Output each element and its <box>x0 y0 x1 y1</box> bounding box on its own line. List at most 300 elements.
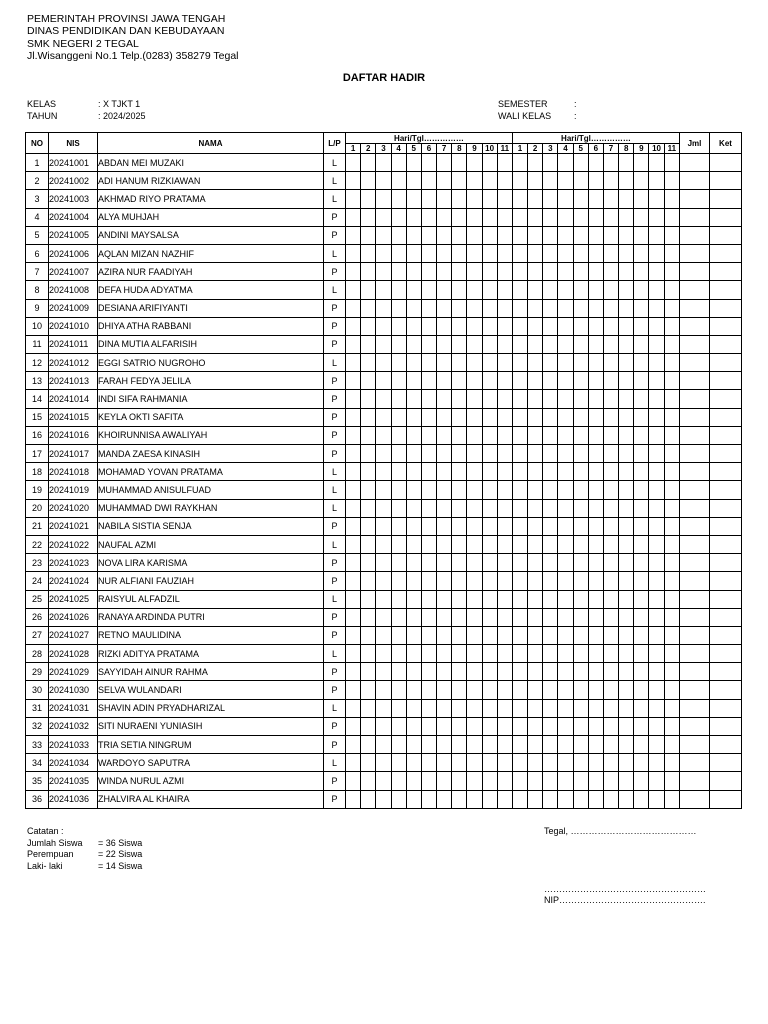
attendance-cell <box>634 790 649 808</box>
attendance-cell <box>346 790 361 808</box>
attendance-cell <box>497 154 512 172</box>
attendance-cell <box>437 154 452 172</box>
letterhead-line-1: PEMERINTAH PROVINSI JAWA TENGAH <box>27 13 226 25</box>
attendance-cell <box>528 790 543 808</box>
student-gender: P <box>324 736 346 754</box>
attendance-cell <box>619 335 634 353</box>
attendance-cell <box>437 481 452 499</box>
student-nis: 20241013 <box>49 372 98 390</box>
student-gender: L <box>324 645 346 663</box>
attendance-cell <box>664 626 679 644</box>
attendance-cell <box>649 281 664 299</box>
attendance-cell <box>361 754 376 772</box>
row-number: 20 <box>26 499 49 517</box>
attendance-cell <box>346 681 361 699</box>
attendance-cell <box>543 335 558 353</box>
attendance-cell <box>437 408 452 426</box>
attendance-cell <box>512 535 527 553</box>
attendance-cell <box>558 535 573 553</box>
attendance-cell <box>649 208 664 226</box>
attendance-cell <box>664 645 679 663</box>
attendance-cell <box>543 263 558 281</box>
jml-cell <box>680 663 710 681</box>
attendance-cell <box>588 244 603 262</box>
attendance-cell <box>406 244 421 262</box>
attendance-cell <box>421 335 436 353</box>
attendance-cell <box>619 608 634 626</box>
day-number-cell: 2 <box>528 144 543 154</box>
attendance-cell <box>482 572 497 590</box>
attendance-cell <box>497 426 512 444</box>
student-nis: 20241001 <box>49 154 98 172</box>
ket-cell <box>710 335 742 353</box>
attendance-cell <box>664 681 679 699</box>
attendance-cell <box>361 208 376 226</box>
attendance-cell <box>543 190 558 208</box>
ket-cell <box>710 299 742 317</box>
row-number: 25 <box>26 590 49 608</box>
attendance-cell <box>467 299 482 317</box>
jumlah-siswa-value: = 36 Siswa <box>98 837 143 848</box>
attendance-cell <box>573 335 588 353</box>
attendance-cell <box>391 535 406 553</box>
attendance-cell <box>437 645 452 663</box>
attendance-cell <box>528 154 543 172</box>
attendance-cell <box>467 754 482 772</box>
attendance-cell <box>649 190 664 208</box>
jml-cell <box>680 335 710 353</box>
attendance-cell <box>376 681 391 699</box>
student-gender: P <box>324 208 346 226</box>
attendance-cell <box>391 754 406 772</box>
attendance-cell <box>543 772 558 790</box>
attendance-cell <box>603 772 618 790</box>
attendance-cell <box>649 754 664 772</box>
attendance-cell <box>543 208 558 226</box>
table-row <box>26 190 742 208</box>
attendance-cell <box>376 445 391 463</box>
attendance-cell <box>558 590 573 608</box>
attendance-cell <box>603 426 618 444</box>
attendance-cell <box>482 281 497 299</box>
student-nis: 20241011 <box>49 335 98 353</box>
attendance-cell <box>406 608 421 626</box>
day-number-cell: 10 <box>649 144 664 154</box>
attendance-cell <box>588 481 603 499</box>
student-nis: 20241020 <box>49 499 98 517</box>
row-number: 11 <box>26 335 49 353</box>
attendance-cell <box>406 354 421 372</box>
table-row <box>26 299 742 317</box>
attendance-cell <box>664 754 679 772</box>
attendance-cell <box>634 154 649 172</box>
attendance-cell <box>619 190 634 208</box>
attendance-cell <box>634 354 649 372</box>
attendance-cell <box>497 481 512 499</box>
attendance-cell <box>543 717 558 735</box>
jml-cell <box>680 645 710 663</box>
attendance-cell <box>346 626 361 644</box>
ket-cell <box>710 317 742 335</box>
attendance-cell <box>588 499 603 517</box>
attendance-cell <box>664 208 679 226</box>
student-name: DESIANA ARIFIYANTI <box>98 299 324 317</box>
attendance-cell <box>406 335 421 353</box>
attendance-cell <box>467 281 482 299</box>
attendance-cell <box>603 572 618 590</box>
attendance-cell <box>512 554 527 572</box>
attendance-cell <box>603 172 618 190</box>
jml-cell <box>680 463 710 481</box>
student-gender: P <box>324 517 346 535</box>
attendance-cell <box>528 499 543 517</box>
wali-kelas-value: : <box>574 111 577 121</box>
attendance-cell <box>452 499 467 517</box>
attendance-cell <box>406 317 421 335</box>
attendance-cell <box>421 554 436 572</box>
attendance-cell <box>376 699 391 717</box>
attendance-cell <box>528 590 543 608</box>
attendance-cell <box>543 426 558 444</box>
wali-kelas-label: WALI KELAS <box>498 111 552 121</box>
attendance-cell <box>588 463 603 481</box>
student-gender: L <box>324 154 346 172</box>
attendance-cell <box>452 354 467 372</box>
student-nis: 20241014 <box>49 390 98 408</box>
row-number: 7 <box>26 263 49 281</box>
attendance-cell <box>437 626 452 644</box>
attendance-cell <box>543 754 558 772</box>
attendance-cell <box>497 281 512 299</box>
jml-cell <box>680 535 710 553</box>
kelas-value: : X TJKT 1 <box>98 99 141 109</box>
attendance-cell <box>619 572 634 590</box>
attendance-cell <box>558 263 573 281</box>
attendance-cell <box>376 281 391 299</box>
table-row <box>26 590 742 608</box>
attendance-cell <box>543 463 558 481</box>
info-right <box>498 98 577 122</box>
attendance-cell <box>406 535 421 553</box>
ket-cell <box>710 772 742 790</box>
attendance-cell <box>573 281 588 299</box>
attendance-cell <box>603 154 618 172</box>
attendance-cell <box>376 408 391 426</box>
attendance-cell <box>406 517 421 535</box>
attendance-cell <box>543 517 558 535</box>
attendance-cell <box>482 354 497 372</box>
attendance-cell <box>391 408 406 426</box>
attendance-cell <box>437 317 452 335</box>
attendance-cell <box>391 626 406 644</box>
attendance-cell <box>361 554 376 572</box>
student-nis: 20241021 <box>49 517 98 535</box>
ket-cell <box>710 645 742 663</box>
attendance-cell <box>512 208 527 226</box>
attendance-cell <box>452 590 467 608</box>
attendance-cell <box>467 517 482 535</box>
student-name: MOHAMAD YOVAN PRATAMA <box>98 463 324 481</box>
attendance-cell <box>361 172 376 190</box>
attendance-cell <box>588 572 603 590</box>
attendance-cell <box>482 317 497 335</box>
attendance-cell <box>452 790 467 808</box>
attendance-cell <box>664 372 679 390</box>
row-number: 22 <box>26 535 49 553</box>
attendance-cell <box>512 426 527 444</box>
attendance-cell <box>664 281 679 299</box>
attendance-cell <box>361 226 376 244</box>
day-number-cell: 5 <box>573 144 588 154</box>
attendance-cell <box>406 790 421 808</box>
student-gender: P <box>324 226 346 244</box>
attendance-cell <box>512 390 527 408</box>
attendance-cell <box>619 208 634 226</box>
attendance-cell <box>543 590 558 608</box>
attendance-cell <box>543 226 558 244</box>
attendance-cell <box>391 354 406 372</box>
ket-cell <box>710 626 742 644</box>
attendance-cell <box>664 154 679 172</box>
row-number: 2 <box>26 172 49 190</box>
attendance-cell <box>588 354 603 372</box>
attendance-cell <box>437 172 452 190</box>
attendance-cell <box>664 772 679 790</box>
attendance-cell <box>406 299 421 317</box>
student-name: ALYA MUHJAH <box>98 208 324 226</box>
attendance-cell <box>482 335 497 353</box>
table-row <box>26 572 742 590</box>
attendance-cell <box>497 754 512 772</box>
attendance-cell <box>543 535 558 553</box>
attendance-cell <box>376 626 391 644</box>
attendance-cell <box>361 390 376 408</box>
attendance-cell <box>543 681 558 699</box>
attendance-cell <box>573 317 588 335</box>
attendance-cell <box>573 463 588 481</box>
attendance-cell <box>437 499 452 517</box>
attendance-cell <box>467 717 482 735</box>
student-nis: 20241025 <box>49 590 98 608</box>
attendance-cell <box>573 390 588 408</box>
attendance-cell <box>649 354 664 372</box>
attendance-cell <box>391 208 406 226</box>
attendance-cell <box>528 608 543 626</box>
attendance-cell <box>421 535 436 553</box>
attendance-cell <box>649 244 664 262</box>
row-number: 33 <box>26 736 49 754</box>
attendance-cell <box>558 335 573 353</box>
attendance-cell <box>664 426 679 444</box>
attendance-cell <box>376 190 391 208</box>
attendance-cell <box>437 208 452 226</box>
row-number: 6 <box>26 244 49 262</box>
signature-nip: NIP…………………………………………. <box>544 895 706 905</box>
attendance-cell <box>452 645 467 663</box>
attendance-cell <box>543 481 558 499</box>
attendance-cell <box>376 244 391 262</box>
attendance-cell <box>406 736 421 754</box>
jml-cell <box>680 481 710 499</box>
attendance-cell <box>437 190 452 208</box>
attendance-cell <box>603 354 618 372</box>
attendance-cell <box>361 499 376 517</box>
attendance-cell <box>664 608 679 626</box>
attendance-cell <box>437 790 452 808</box>
attendance-cell <box>361 736 376 754</box>
attendance-cell <box>588 554 603 572</box>
attendance-cell <box>406 263 421 281</box>
attendance-cell <box>528 226 543 244</box>
attendance-cell <box>528 281 543 299</box>
day-number-cell: 3 <box>543 144 558 154</box>
attendance-cell <box>664 354 679 372</box>
attendance-cell <box>361 408 376 426</box>
attendance-cell <box>406 754 421 772</box>
attendance-cell <box>588 772 603 790</box>
attendance-cell <box>664 590 679 608</box>
attendance-cell <box>649 172 664 190</box>
attendance-cell <box>421 608 436 626</box>
attendance-cell <box>452 299 467 317</box>
attendance-cell <box>452 572 467 590</box>
jml-cell <box>680 372 710 390</box>
attendance-cell <box>603 190 618 208</box>
attendance-cell <box>467 408 482 426</box>
attendance-cell <box>421 517 436 535</box>
day-number-cell: 4 <box>391 144 406 154</box>
student-nis: 20241017 <box>49 445 98 463</box>
perempuan-label: Perempuan <box>27 849 74 859</box>
attendance-cell <box>634 408 649 426</box>
attendance-cell <box>497 317 512 335</box>
table-row <box>26 281 742 299</box>
jml-cell <box>680 244 710 262</box>
row-number: 14 <box>26 390 49 408</box>
attendance-cell <box>558 717 573 735</box>
attendance-cell <box>512 335 527 353</box>
attendance-cell <box>543 354 558 372</box>
student-name: MUHAMMAD DWI RAYKHAN <box>98 499 324 517</box>
attendance-cell <box>482 554 497 572</box>
student-nis: 20241005 <box>49 226 98 244</box>
attendance-cell <box>467 608 482 626</box>
attendance-cell <box>603 281 618 299</box>
student-nis: 20241022 <box>49 535 98 553</box>
day-number-cell: 11 <box>664 144 679 154</box>
attendance-cell <box>634 608 649 626</box>
attendance-cell <box>482 499 497 517</box>
student-gender: P <box>324 717 346 735</box>
attendance-cell <box>437 717 452 735</box>
jml-cell <box>680 608 710 626</box>
attendance-cell <box>482 299 497 317</box>
attendance-cell <box>376 554 391 572</box>
attendance-cell <box>376 208 391 226</box>
ket-cell <box>710 699 742 717</box>
ket-cell <box>710 208 742 226</box>
attendance-cell <box>528 317 543 335</box>
attendance-cell <box>482 481 497 499</box>
student-name: RAISYUL ALFADZIL <box>98 590 324 608</box>
attendance-cell <box>512 645 527 663</box>
attendance-cell <box>346 517 361 535</box>
attendance-cell <box>603 481 618 499</box>
attendance-cell <box>376 226 391 244</box>
row-number: 8 <box>26 281 49 299</box>
attendance-cell <box>619 681 634 699</box>
attendance-cell <box>361 244 376 262</box>
student-name: KEYLA OKTI SAFITA <box>98 408 324 426</box>
attendance-cell <box>452 717 467 735</box>
student-name: WINDA NURUL AZMI <box>98 772 324 790</box>
attendance-cell <box>376 372 391 390</box>
attendance-cell <box>406 408 421 426</box>
attendance-cell <box>361 263 376 281</box>
attendance-cell <box>437 608 452 626</box>
attendance-cell <box>391 572 406 590</box>
attendance-cell <box>467 354 482 372</box>
day-number-cell: 11 <box>497 144 512 154</box>
attendance-cell <box>573 572 588 590</box>
student-gender: L <box>324 481 346 499</box>
attendance-cell <box>649 154 664 172</box>
attendance-cell <box>482 208 497 226</box>
attendance-cell <box>376 772 391 790</box>
attendance-cell <box>558 517 573 535</box>
student-name: ABDAN MEI MUZAKI <box>98 154 324 172</box>
attendance-cell <box>421 426 436 444</box>
attendance-cell <box>664 244 679 262</box>
table-row <box>26 154 742 172</box>
ket-cell <box>710 244 742 262</box>
ket-cell <box>710 390 742 408</box>
attendance-cell <box>497 681 512 699</box>
attendance-cell <box>452 699 467 717</box>
attendance-cell <box>573 554 588 572</box>
attendance-cell <box>497 790 512 808</box>
student-nis: 20241027 <box>49 626 98 644</box>
attendance-cell <box>391 608 406 626</box>
hari-tgl-header-2: Hari/Tgl…………… <box>512 133 679 144</box>
attendance-cell <box>512 572 527 590</box>
attendance-cell <box>558 190 573 208</box>
table-row <box>26 244 742 262</box>
attendance-cell <box>346 608 361 626</box>
tahun-value: : 2024/2025 <box>98 111 146 121</box>
attendance-cell <box>512 499 527 517</box>
attendance-cell <box>649 535 664 553</box>
student-name: EGGI SATRIO NUGROHO <box>98 354 324 372</box>
attendance-cell <box>376 426 391 444</box>
attendance-cell <box>634 172 649 190</box>
attendance-cell <box>346 299 361 317</box>
attendance-cell <box>603 699 618 717</box>
attendance-cell <box>573 736 588 754</box>
attendance-cell <box>588 372 603 390</box>
attendance-cell <box>558 645 573 663</box>
attendance-cell <box>376 172 391 190</box>
student-nis: 20241024 <box>49 572 98 590</box>
attendance-cell <box>634 499 649 517</box>
ket-cell <box>710 790 742 808</box>
attendance-cell <box>421 244 436 262</box>
attendance-cell <box>437 372 452 390</box>
row-number: 21 <box>26 517 49 535</box>
attendance-cell <box>452 754 467 772</box>
student-nis: 20241019 <box>49 481 98 499</box>
attendance-cell <box>573 263 588 281</box>
